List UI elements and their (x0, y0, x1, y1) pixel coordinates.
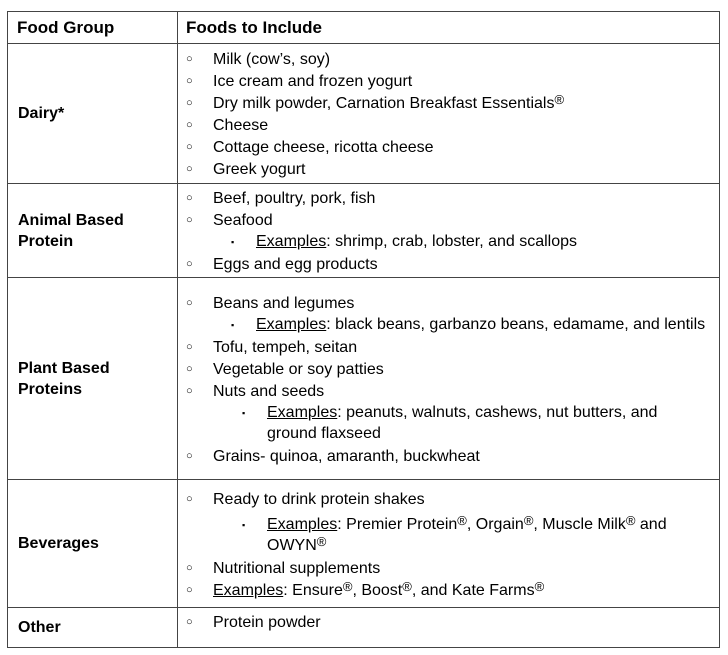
hollow-bullet-icon: ○ (186, 449, 193, 462)
hollow-bullet-icon: ○ (186, 362, 193, 375)
examples-label: Examples (256, 233, 327, 250)
row-other (8, 608, 720, 648)
registered-mark: ® (402, 578, 412, 594)
examples-text: : peanuts, walnuts, cashews, nut butters, and ground flaxseed (267, 403, 658, 442)
foods-other (178, 608, 720, 648)
list-item (186, 254, 713, 275)
list-item (186, 381, 713, 444)
examples-label: Examples (267, 515, 338, 533)
list-item (186, 93, 713, 114)
foods-dairy (178, 44, 720, 184)
registered-mark: ® (554, 92, 565, 107)
group-label-line2: Proteins (18, 380, 83, 398)
examples-label: Examples (267, 403, 338, 421)
sub-list-item (213, 514, 713, 556)
group-animal-protein (8, 184, 178, 278)
item-text: Eggs and egg products (213, 256, 378, 273)
hollow-bullet-icon: ○ (186, 616, 193, 628)
item-text: Grains- quinoa, amaranth, buckwheat (213, 447, 480, 465)
examples-text: : Premier Protein (337, 515, 458, 533)
examples-text: , and Kate Farms (411, 581, 535, 599)
examples-text: , Muscle Milk (533, 515, 626, 533)
sub-list-item (213, 231, 713, 252)
sub-list-item (213, 402, 713, 444)
registered-mark: ® (523, 512, 534, 528)
registered-mark: ® (316, 533, 327, 549)
list-item (186, 49, 713, 70)
hollow-bullet-icon: ○ (186, 561, 193, 574)
item-text: Nuts and seeds (213, 382, 325, 400)
list-item (186, 293, 713, 335)
item-text: Cheese (213, 117, 269, 134)
hollow-bullet-icon: ○ (186, 75, 193, 87)
hollow-bullet-icon: ○ (186, 296, 193, 309)
animal-list (186, 188, 713, 275)
list-item (186, 489, 713, 556)
square-bullet-icon: ▪ (242, 519, 246, 530)
foods-plant-protein (178, 278, 720, 480)
group-label: Other (18, 619, 61, 636)
list-item (186, 558, 713, 579)
registered-mark: ® (457, 512, 467, 528)
group-label-line1: Animal Based (18, 211, 124, 229)
examples-text: , Boost (352, 581, 403, 599)
list-item (186, 359, 713, 380)
group-label: Dairy* (18, 105, 65, 122)
header-row (8, 12, 720, 44)
list-item (186, 159, 713, 180)
hollow-bullet-icon: ○ (186, 583, 193, 596)
examples-text: : shrimp, crab, lobster, and scallops (326, 233, 578, 250)
examples-label: Examples (256, 315, 327, 333)
shakes-sublist (213, 514, 713, 556)
sub-list-item (213, 314, 713, 335)
hollow-bullet-icon: ○ (186, 340, 193, 353)
hollow-bullet-icon: ○ (186, 141, 193, 153)
list-item (186, 337, 713, 358)
list-item (186, 580, 713, 601)
item-text: Cottage cheese, ricotta cheese (213, 139, 434, 156)
nuts-sublist (213, 402, 713, 444)
foods-beverages (178, 480, 720, 608)
item-text: Vegetable or soy patties (213, 360, 384, 378)
row-dairy (8, 44, 720, 184)
registered-mark: ® (625, 512, 636, 528)
group-plant-protein (8, 278, 178, 480)
item-text: Beef, poultry, pork, fish (213, 190, 376, 207)
group-dairy (8, 44, 178, 184)
group-beverages (8, 480, 178, 608)
foods-animal-protein (178, 184, 720, 278)
list-item (186, 446, 713, 467)
food-groups-table (7, 11, 720, 648)
dairy-list (186, 49, 713, 180)
hollow-bullet-icon: ○ (186, 384, 193, 397)
item-text: Ice cream and frozen yogurt (213, 73, 413, 90)
hollow-bullet-icon: ○ (186, 119, 193, 131)
beans-sublist (213, 314, 713, 335)
seafood-sublist (213, 231, 713, 252)
row-beverages (8, 480, 720, 608)
hollow-bullet-icon: ○ (186, 53, 193, 65)
hollow-bullet-icon: ○ (186, 192, 193, 204)
list-item (186, 71, 713, 92)
item-text: Ready to drink protein shakes (213, 490, 425, 508)
examples-text: : Ensure (283, 581, 343, 599)
square-bullet-icon: ▪ (231, 237, 235, 247)
examples-text: and OWYN (267, 515, 667, 554)
hollow-bullet-icon: ○ (186, 97, 193, 109)
list-item (186, 137, 713, 158)
item-text: Tofu, tempeh, seitan (213, 338, 358, 356)
list-item (186, 612, 713, 633)
row-plant-protein (8, 278, 720, 480)
item-text: Seafood (213, 212, 273, 229)
item-text: Milk (cow’s, soy) (213, 51, 331, 68)
plant-list (186, 293, 713, 467)
group-label-line2: Protein (18, 232, 74, 250)
beverages-list (186, 489, 713, 601)
examples-text: , Orgain (466, 515, 524, 533)
item-text: Protein powder (213, 614, 321, 631)
item-text: Beans and legumes (213, 294, 355, 312)
row-animal-protein (8, 184, 720, 278)
registered-mark: ® (534, 578, 545, 594)
group-label: Beverages (18, 535, 99, 552)
examples-label: Examples (213, 581, 284, 599)
list-item (186, 115, 713, 136)
other-list (186, 612, 713, 633)
hollow-bullet-icon: ○ (186, 214, 193, 226)
hollow-bullet-icon: ○ (186, 492, 193, 505)
examples-text: : black beans, garbanzo beans, edamame, and lentils (326, 315, 706, 333)
registered-mark: ® (342, 578, 353, 594)
item-text: Nutritional supplements (213, 559, 381, 577)
square-bullet-icon: ▪ (231, 319, 235, 330)
hollow-bullet-icon: ○ (186, 258, 193, 270)
hollow-bullet-icon: ○ (186, 163, 193, 175)
list-item (186, 188, 713, 209)
group-other (8, 608, 178, 648)
header-foods-to-include: Foods to Include (178, 12, 720, 44)
square-bullet-icon: ▪ (242, 407, 246, 418)
list-item (186, 210, 713, 252)
item-text: Dry milk powder, Carnation Breakfast Essentials (213, 95, 555, 112)
group-label-line1: Plant Based (18, 359, 110, 377)
header-food-group: Food Group (8, 12, 178, 44)
item-text: Greek yogurt (213, 161, 306, 178)
